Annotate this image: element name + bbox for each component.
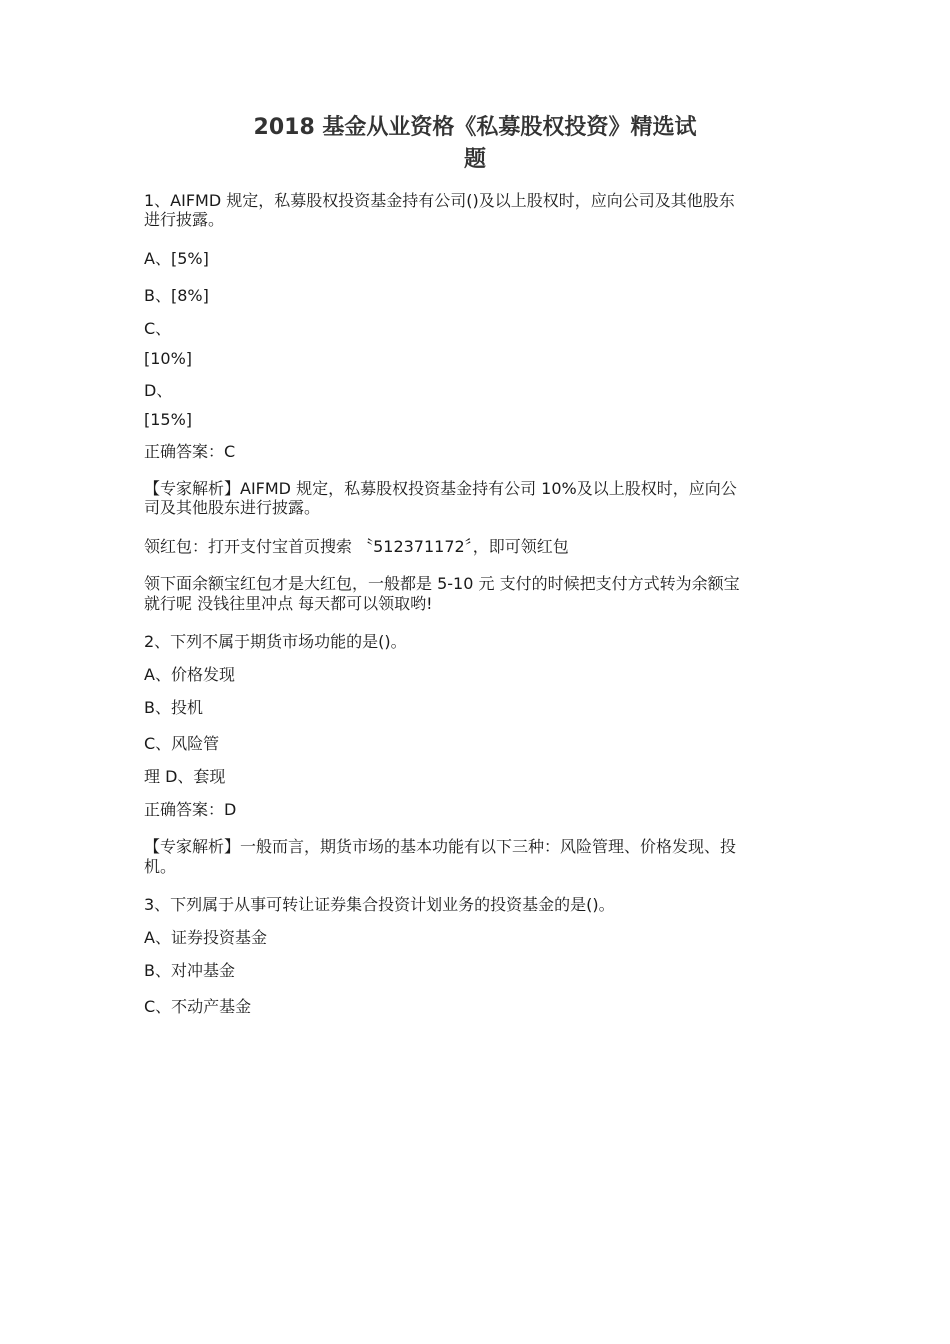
q3-question: 3、下列属于从事可转让证券集合投资计划业务的投资基金的是()。 <box>144 895 615 914</box>
q3-option-a: A、证券投资基金 <box>144 928 267 947</box>
q1-option-c-value: [10%] <box>144 349 193 368</box>
q1-option-d-value: [15%] <box>144 410 193 429</box>
q1-analysis-line-1: 【专家解析】AIFMD 规定，私募股权投资基金持有公司 10%及以上股权时，应向公 <box>144 479 737 498</box>
q1-option-b: B、[8%] <box>144 286 209 305</box>
promo-line-1: 领红包：打开支付宝首页搜索 〝512371172〞，即可领红包 <box>144 537 569 556</box>
q2-option-c-cont: 理 D、套现 <box>144 767 226 786</box>
q1-analysis-line-2: 司及其他股东进行披露。 <box>144 498 321 517</box>
q2-option-a: A、价格发现 <box>144 665 235 684</box>
q3-option-c: C、不动产基金 <box>144 997 252 1016</box>
q1-option-d-label: D、 <box>144 381 173 400</box>
q1-option-a: A、[5%] <box>144 249 209 268</box>
q2-option-b: B、投机 <box>144 698 203 717</box>
q2-analysis-line-1: 【专家解析】一般而言，期货市场的基本功能有以下三种：风险管理、价格发现、投 <box>144 837 737 856</box>
document-title-line-2: 题 <box>463 147 486 172</box>
promo-line-2b: 就行呢 没钱往里冲点 每天都可以领取哟! <box>144 594 433 613</box>
q1-question-line-1: 1、AIFMD 规定，私募股权投资基金持有公司()及以上股权时，应向公司及其他股东 <box>144 191 735 210</box>
q1-question-line-2: 进行披露。 <box>144 210 225 229</box>
document-title-line-1: 2018 基金从业资格《私募股权投资》精选试 <box>253 115 697 140</box>
promo-line-2a: 领下面余额宝红包才是大红包，一般都是 5-10 元 支付的时候把支付方式转为余额宝 <box>144 574 740 593</box>
q1-answer: 正确答案：C <box>144 442 236 461</box>
q1-option-c-label: C、 <box>144 319 172 338</box>
q2-question: 2、下列不属于期货市场功能的是()。 <box>144 632 407 651</box>
q2-analysis-line-2: 机。 <box>144 857 177 876</box>
q2-option-c: C、风险管 <box>144 734 220 753</box>
q2-answer: 正确答案：D <box>144 800 237 819</box>
q3-option-b: B、对冲基金 <box>144 961 235 980</box>
